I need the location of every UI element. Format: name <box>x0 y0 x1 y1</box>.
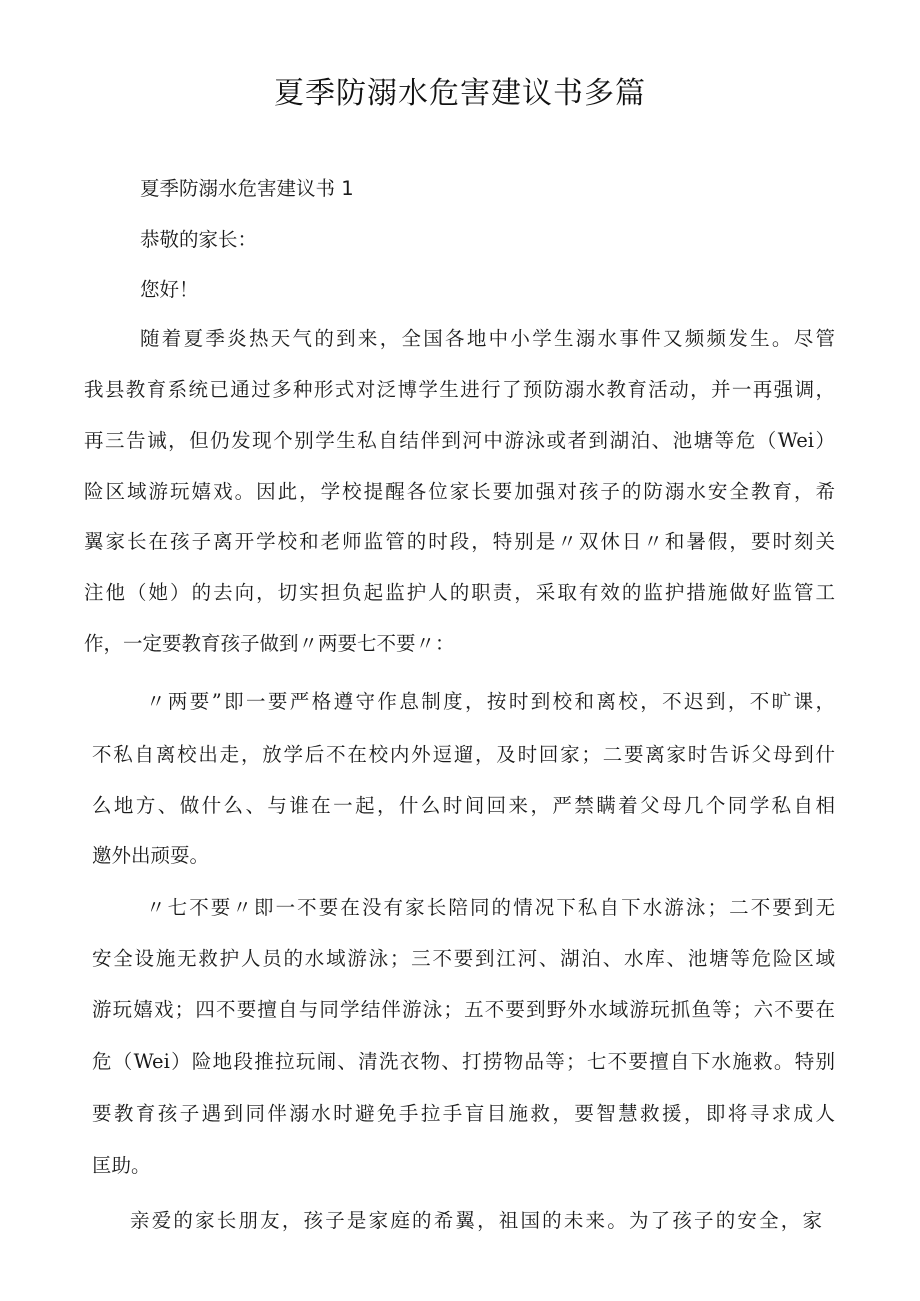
paragraph-line: 危（Wei）险地段推拉玩闹、清洗衣物、打捞物品等；七不要擅自下水施救。特别 <box>92 1050 835 1073</box>
paragraph-line: 亲爱的家长朋友，孩子是家庭的希翼，祖国的未来。为了孩子的安全，家 <box>130 1209 822 1232</box>
paragraph-line: 注他（她）的去向，切实担负起监护人的职责，采取有效的监护措施做好监管工 <box>84 581 835 604</box>
paragraph-line: 翼家长在孩子离开学校和老师监管的时段，特别是〃双休日〃和暑假，要时刻关 <box>84 530 835 553</box>
paragraph-line: 不私自离校出走，放学后不在校内外逗遛，及时回家；二要离家时告诉父母到什 <box>92 743 835 766</box>
paragraph-line: 游玩嬉戏；四不要擅自与同学结伴游泳；五不要到野外水域游玩抓鱼等；六不要在 <box>92 998 835 1021</box>
paragraph-line: 要教育孩子遇到同伴溺水时避免手拉手盲目施救，要智慧救援，即将寻求成人 <box>92 1102 835 1125</box>
paragraph-line: 再三告诫，但仍发现个别学生私自结伴到河中游泳或者到湖泊、池塘等危（Wei） <box>84 429 835 452</box>
document-title: 夏季防溺水危害建议书多篇 <box>274 76 646 111</box>
paragraph-line: 作，一定要教育孩子做到〃两要七不要〃： <box>84 632 455 655</box>
paragraph-line: 险区域游玩嬉戏。因此，学校提醒各位家长要加强对孩子的防溺水安全教育，希 <box>84 480 835 503</box>
paragraph-line: 么地方、做什么、与谁在一起，什么时间回来，严禁瞒着父母几个同学私自相 <box>92 794 835 817</box>
salutation: 恭敬的家长： <box>140 228 258 251</box>
paragraph-line: 安全设施无救护人员的水域游泳；三不要到江河、湖泊、水库、池塘等危险区域 <box>92 947 835 970</box>
paragraph-line: 匡助。 <box>92 1154 151 1177</box>
paragraph-line: 邀外出顽耍。 <box>92 844 210 867</box>
paragraph-line: 随着夏季炎热天气的到来，全国各地中小学生溺水事件又频频发生。尽管 <box>140 327 835 350</box>
greeting-line: 您好！ <box>140 278 199 301</box>
section-heading: 夏季防溺水危害建议书 1 <box>140 177 354 200</box>
paragraph-line: 〃两要”即一要严格遵守作息制度，按时到校和离校，不迟到，不旷课， <box>146 690 835 713</box>
paragraph-line: 〃七不要〃即一不要在没有家长陪同的情况下私自下水游泳；二不要到无 <box>146 896 835 919</box>
paragraph-line: 我县教育系统已通过多种形式对泛博学生进行了预防溺水教育活动，并一再强调， <box>84 378 835 401</box>
